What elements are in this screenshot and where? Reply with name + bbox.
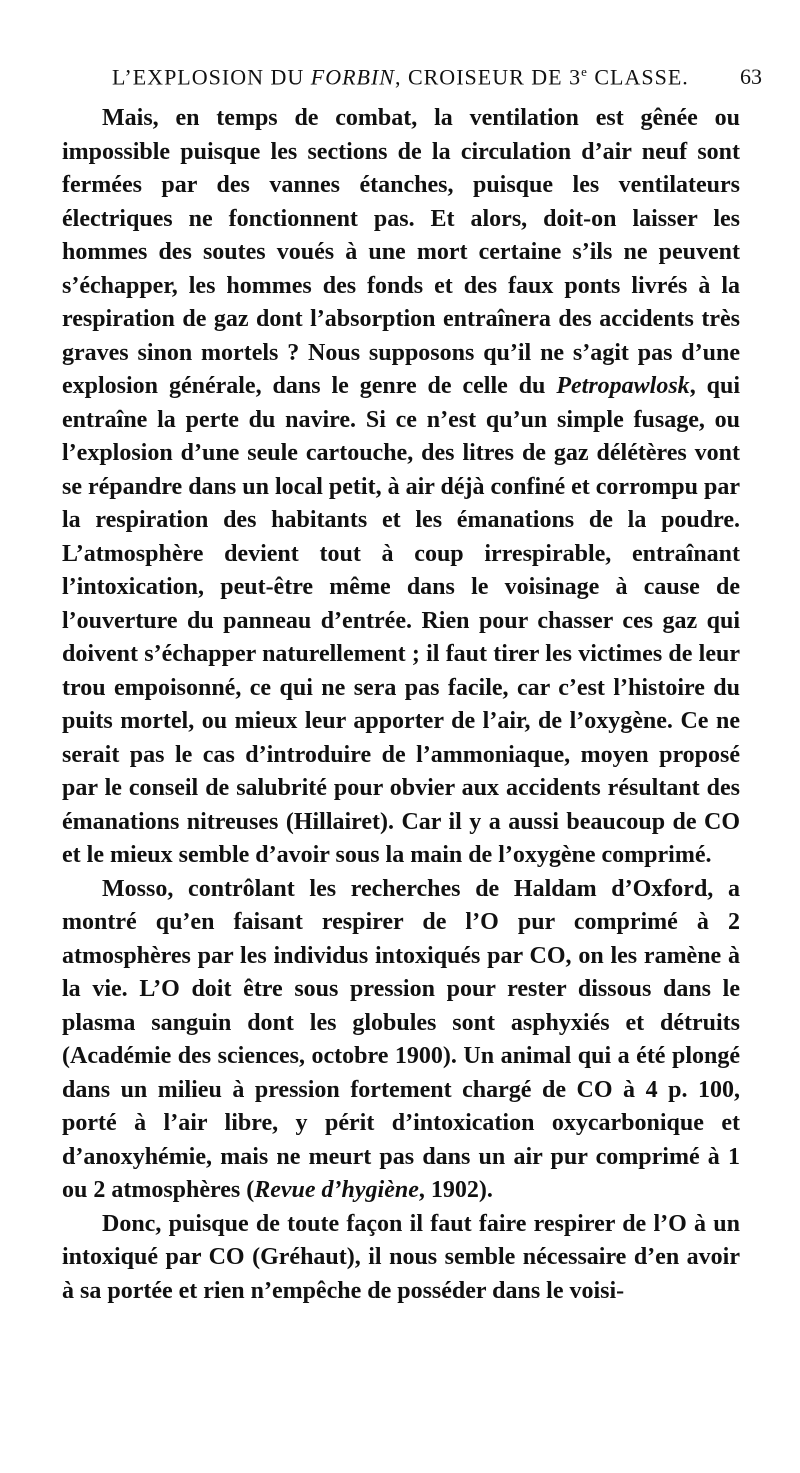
- running-title-part1: L’EXPLOSION DU: [112, 64, 311, 90]
- page-number: 63: [740, 64, 762, 89]
- body-text: [62, 102, 740, 1308]
- paragraph-2: [62, 873, 740, 1208]
- running-title: [112, 64, 689, 90]
- paragraph-2-text-a: Mosso, contrôlant les recherches de Haldam d’Oxford, a montré qu’en faisant respirer de l’O pur comprimé à 2 atmosphères par les individus intoxiqués par CO, on les ramène à la vie. L’O doit être sous pression pour rester dissous dans le plasma sanguin dont les globules sont asphyxiés et détruits (Académie des sciences, octobre 1900). Un animal qui a été plongé dans un milieu à pression fortement chargé de CO à 4 p. 100, porté à l’air libre, y périt d’intoxication oxycarbonique et d’anoxyhémie, mais ne meurt pas dans un air pur comprimé à 1 ou 2 atmosphères (: [62, 875, 740, 1203]
- page-header: [0, 64, 800, 104]
- paragraph-1-text-b: , qui entraîne la perte du navire. Si ce n’est qu’un simple fusage, ou l’explosion d’une seule cartouche, des litres de gaz délétères vont se répandre dans un local petit, à air déjà confiné et corrompu par la respiration des habitants et les émanations de la poudre. L’atmosphère devient tout à coup irrespirable, entraînant l’intoxication, peut-être même dans le voisinage à cause de l’ouverture du panneau d’entrée. Rien pour chasser ces gaz qui doivent s’échapper naturellement ; il faut tirer les victimes de leur trou empoisonné, ce qui ne sera pas facile, car c’est l’histoire du puits mortel, ou mieux leur apporter de l’air, de l’oxygène. Ce ne serait pas le cas d’introduire de l’ammoniaque, moyen proposé par le conseil de salubrité pour obvier aux accidents résultant des émanations nitreuses (Hillairet). Car il y a aussi beaucoup de CO et le mieux semble d’avoir sous la main de l’oxygène comprimé.: [62, 373, 740, 868]
- running-title-part3: CLASSE.: [587, 64, 689, 90]
- paragraph-1-ship-name: Petropawlosk: [556, 373, 690, 399]
- paragraph-1-text-a: Mais, en temps de combat, la ventilation est gênée ou impossible puisque les sections de la circulation d’air neuf sont fermées par des vannes étanches, puisque les ventilateurs électriques ne fonctionnent pas. Et alors, doit-on laisser les hommes des soutes voués à une mort certaine s’ils ne peuvent s’échapper, les hommes des fonds et des faux ponts livrés à la respiration de gaz dont l’absorption entraînera des accidents très graves sinon mortels ? Nous supposons qu’il ne s’agit pas d’une explosion générale, dans le genre de celle du: [62, 105, 740, 399]
- paragraph-1: [62, 102, 740, 873]
- paragraph-2-text-b: , 1902).: [418, 1177, 493, 1203]
- running-title-superscript: e: [581, 64, 588, 79]
- running-title-ship-name: FORBIN: [310, 64, 395, 90]
- paragraph-3: Donc, puisque de toute façon il faut faire respirer de l’O à un intoxiqué par CO (Gréhaut), il nous semble nécessaire d’en avoir à sa portée et rien n’empêche de posséder dans le voisi-: [62, 1210, 740, 1304]
- running-title-part2: , CROISEUR DE 3: [394, 64, 582, 90]
- paragraph-2-journal-name: Revue d’hygiène: [254, 1177, 419, 1203]
